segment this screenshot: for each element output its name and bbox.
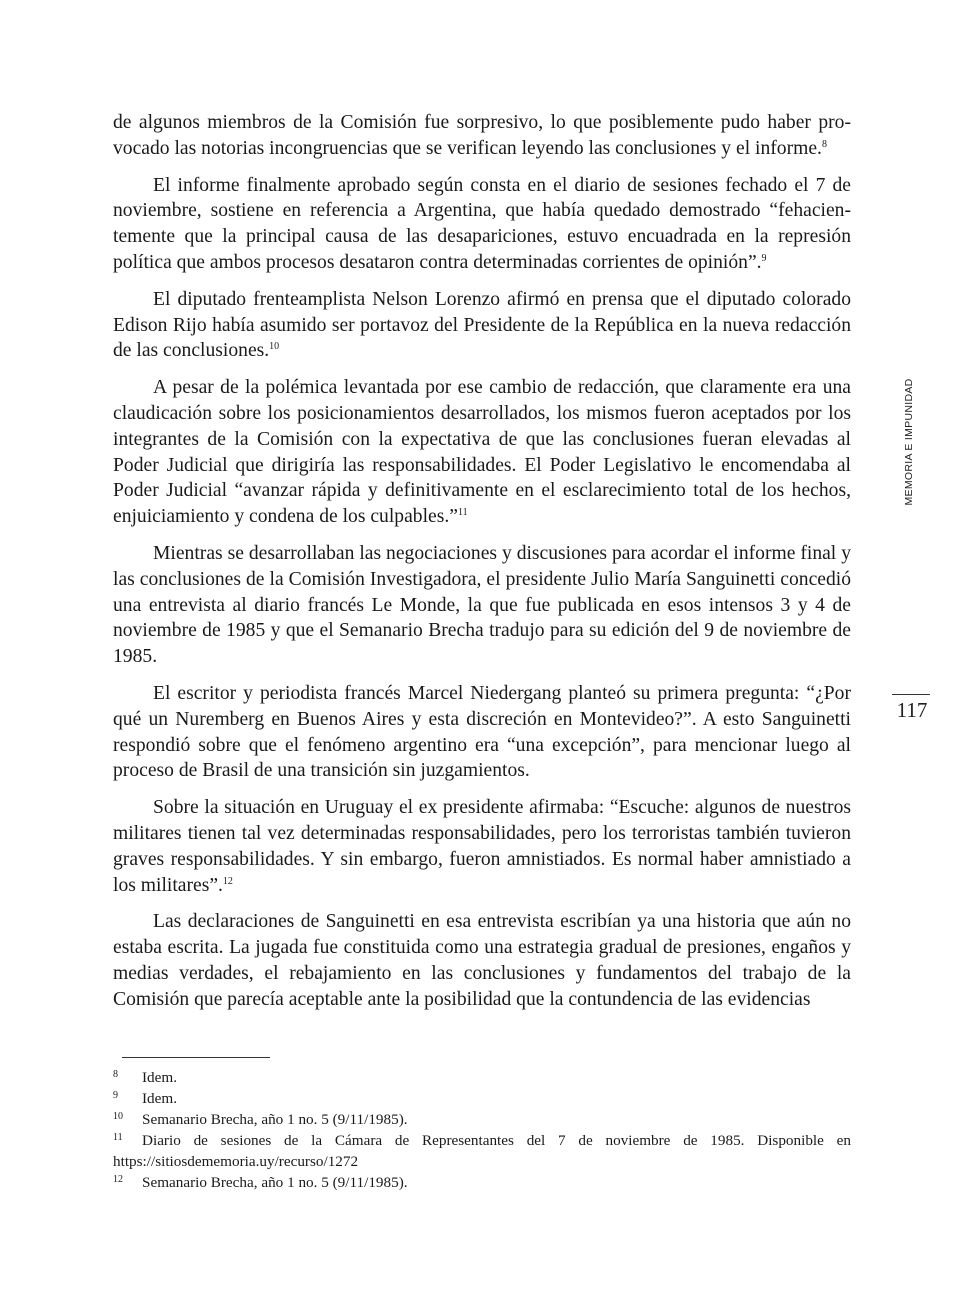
footnotes [113,1067,851,1193]
paragraph: El diputado frenteamplista Nelson Lorenzo afirmó en prensa que el diputado colorado Edison Rijo había asumido ser portavoz del Presidente de la República en la nueva redacción de las conclusiones.$^{10}$ [113,288,851,362]
book-title: MEMORIA E IMPUNIDAD [903,378,915,506]
footnote-ref[interactable]: 12 [222,875,233,887]
paragraph: Mientras se desarrollaban las negociaciones y discusiones para acordar el informe final y las conclusiones de la Comisión Investigadora, el presidente Julio María Sanguinetti concedió una entrevista al diario francés Le Monde, la que fue publicada en esos intensos 3 y 4 de noviembre de 1985 y que el Semanario Brecha tradujo para su edición del 9 de noviembre de 1985. [113,542,851,668]
page-number-rule [892,694,930,695]
footnote-ref[interactable]: 9 [761,252,767,264]
footnote: 12 Semanario Brecha, año 1 no. 5 (9/11/1985). [113,1174,408,1191]
paragraph: Sobre la situación en Uruguay el ex presidente afirmaba: “Escuche: algunos de nuestros militares tienen tal vez determinadas responsabilidades, pero los terroristas también tuvieron graves responsabilidades. Y sin embargo, fueron amnistiados. Es normal haber amnistiado a los militares”.$^{12}$ [113,797,851,896]
paragraph: A pesar de la polémica levantada por ese cambio de redacción, que claramente era una claudicación sobre los posicionamientos desarrollados, los mismos fueron aceptados por los integrantes de la Comisión con la expectativa de que las conclusiones fueran elevadas al Poder Judicial que dirigiría las responsabilidades. El Poder Legislativo le encomendaba al Poder Judicial “avanzar rápida y definitivamente en el esclarecimiento total de los hechos, enjuiciamiento y condena de los culpables.”$^{11}$ [113,377,851,528]
page-number: 117 [896,698,928,722]
footnote-ref[interactable]: 11 [457,507,468,519]
footnote-ref[interactable]: 10 [269,341,280,353]
main-text [113,110,851,1024]
running-header [902,372,916,512]
footnote: 8 Idem. [113,1069,178,1086]
footnote-separator [122,1057,270,1058]
footnote: 11 Diario de sesiones de la Cámara de Representantes del 7 de noviembre de 1985. Disponible en https://sitiosdememoria.uy/recurso/1272 [113,1132,851,1170]
paragraph: de algunos miembros de la Comisión fue sorpresivo, lo que posiblemente pudo haber provocado las notorias incongruencias que se verifican leyendo las conclusiones y el informe.$^8$ [113,112,851,159]
footnote: 10 Semanario Brecha, año 1 no. 5 (9/11/1985). [113,1111,408,1128]
paragraph: Las declaraciones de Sanguinetti en esa entrevista escribían ya una historia que aún no estaba escrita. La jugada fue constituida como una estrategia gradual de presiones, engaños y medias verdades, el rebajamiento en las conclusiones y fundamentos del trabajo de la Comisión que parecía aceptable ante la posibilidad que la contundencia de las evidencias [113,911,851,1010]
footnote-ref[interactable]: 8 [821,138,827,150]
paragraph: El escritor y periodista francés Marcel Niedergang planteó su primera pregunta: “¿Por qué un Nuremberg en Buenos Aires y esta discreción en Montevideo?”. A esto Sanguinetti respondió sobre que el fenómeno argentino era “una excepción”, para mencionar luego al proceso de Brasil de una transición sin juzgamientos. [113,682,851,782]
paragraph: El informe finalmente aprobado según consta en el diario de sesiones fechado el 7 de noviembre, sostiene en referencia a Argentina, que había quedado demostrado “fehacientemente que la principal causa de las desapariciones, estuvo encuadrada en la represión política que ambos procesos desataron contra determinadas corrientes de opinión”.$^9$ [113,174,851,273]
footnote: 9 Idem. [113,1090,178,1107]
